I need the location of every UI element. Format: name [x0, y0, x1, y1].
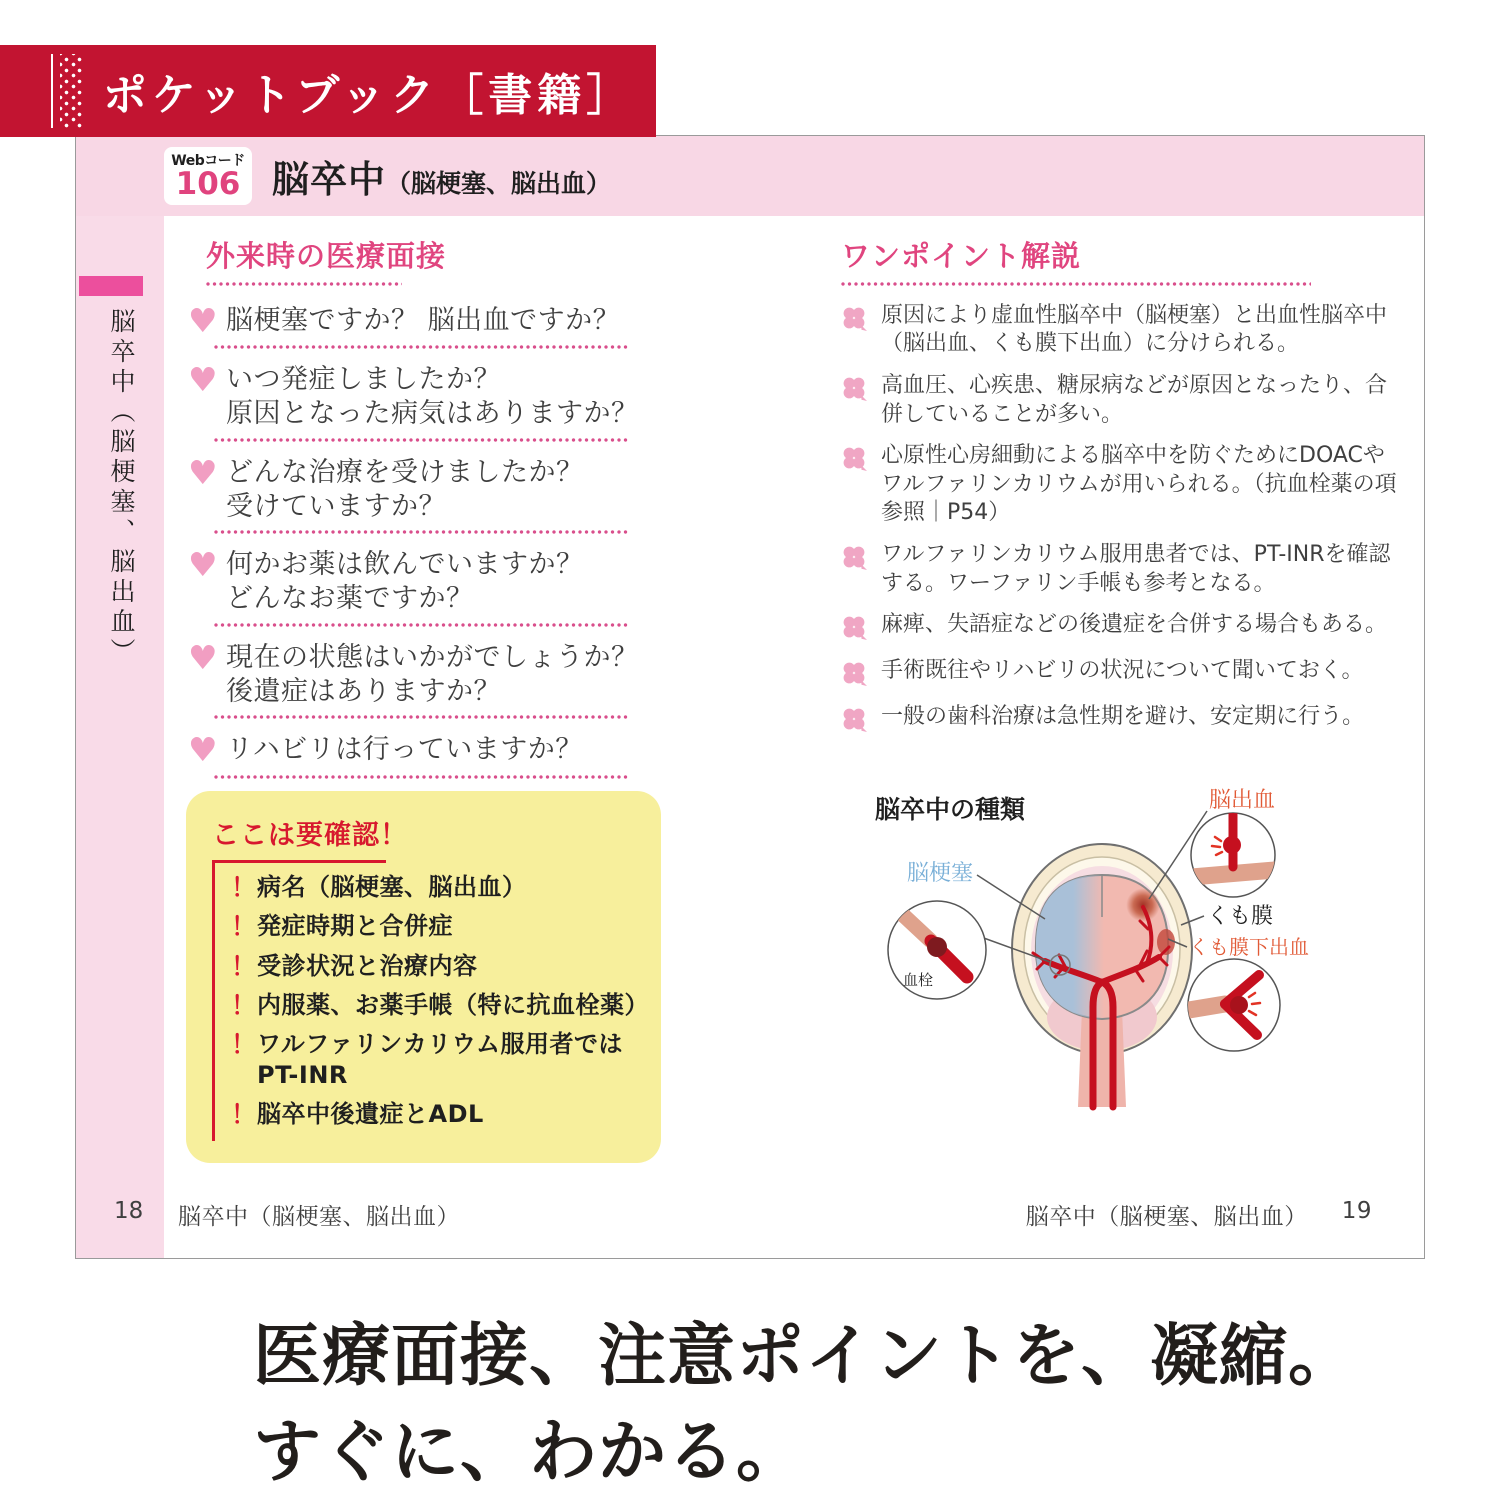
page-title — [272, 149, 611, 203]
page-title-main: 脳卒中 — [272, 158, 386, 201]
flower-bullet-icon — [841, 442, 881, 475]
interview-question — [188, 637, 748, 720]
exclamation-icon: ！ — [231, 990, 257, 1020]
onepoint-item — [841, 372, 1406, 429]
must-check-item — [231, 911, 661, 942]
onepoint-item — [841, 657, 1406, 690]
stroke-types-diagram — [817, 777, 1402, 1117]
exclamation-icon: ！ — [231, 1100, 257, 1130]
interview-question-text: いつ発症しましたか？ 原因となった病気はありますか？ — [226, 364, 639, 430]
flower-bullet-icon — [841, 372, 881, 405]
webcode-label: Webコード — [171, 153, 245, 169]
must-check-item-text: 発症時期と合併症 — [257, 912, 453, 941]
onepoint-item-text: 原因により虚血性脳卒中（脳梗塞）と出血性脳卒中（脳出血、くも膜下出血）に分けられる。 — [881, 302, 1388, 357]
must-check-item — [231, 990, 661, 1021]
banner-dots-decoration — [60, 54, 83, 128]
must-check-item — [231, 872, 661, 903]
must-check-item-text: 脳卒中後遺症とADL — [257, 1100, 484, 1129]
onepoint-item-text: 心原性心房細動による脳卒中を防ぐためにDOACやワルファリンカリウムが用いられる。（抗血栓薬の項参照｜P54） — [881, 443, 1397, 526]
pocketbook-banner — [0, 45, 656, 137]
exclamation-icon: ！ — [231, 1030, 257, 1059]
book-page — [75, 135, 1425, 1259]
onepoint-item — [841, 442, 1406, 528]
chapter-tab-accent — [79, 276, 143, 296]
webcode-number: 106 — [175, 166, 241, 202]
must-check-item — [231, 1099, 661, 1130]
heart-bullet-icon: ♥ — [188, 637, 218, 677]
interview-question-list — [188, 300, 748, 779]
banner-title: ポケットブック［書籍］ — [102, 70, 636, 121]
onepoint-item — [841, 302, 1406, 359]
must-check-item-text: 受診状況と治療内容 — [257, 951, 478, 980]
interview-heading-underline — [206, 282, 402, 286]
heart-bullet-icon: ♥ — [188, 452, 218, 492]
must-check-box — [186, 791, 661, 1163]
flower-bullet-icon — [841, 657, 881, 690]
interview-question — [188, 730, 748, 779]
exclamation-icon: ！ — [231, 912, 257, 942]
arachnoid-label: くも膜 — [1207, 904, 1274, 929]
must-check-item — [231, 1029, 661, 1091]
must-check-heading: ここは要確認！ — [212, 820, 408, 851]
page-title-sub: （脳梗塞、脳出血） — [386, 169, 612, 198]
tagline-line1: 医療面接、注意ポイントを、凝縮。 — [253, 1316, 1358, 1396]
heart-bullet-icon: ♥ — [188, 300, 218, 340]
must-check-item-text: ワルファリンカリウム服用者では PT-INR — [257, 1030, 624, 1090]
flower-bullet-icon — [841, 302, 881, 335]
subarachnoid-inset — [1188, 959, 1280, 1051]
interview-question-text: 脳梗塞ですか？ 脳出血ですか？ — [226, 304, 621, 336]
question-divider — [214, 775, 628, 779]
exclamation-icon: ！ — [231, 951, 257, 981]
heart-bullet-icon: ♥ — [188, 730, 218, 770]
onepoint-heading: ワンポイント解説 — [841, 239, 1082, 273]
heart-bullet-icon: ♥ — [188, 360, 218, 400]
chapter-tab-sidebar — [76, 216, 164, 1258]
hemorrhage-label: 脳出血 — [1209, 788, 1276, 813]
onepoint-item — [841, 703, 1406, 736]
onepoint-section — [841, 239, 1406, 749]
right-footer-title: 脳卒中（脳梗塞、脳出血） — [1025, 1204, 1308, 1230]
webcode-badge — [164, 147, 252, 205]
onepoint-item — [841, 611, 1406, 644]
onepoint-item-text: 高血圧、心疾患、糖尿病などが原因となったり、合併していることが多い。 — [881, 372, 1388, 427]
subarachnoid-label: くも膜下出血 — [1189, 935, 1309, 959]
exclamation-icon: ！ — [231, 873, 257, 902]
interview-question — [188, 360, 748, 442]
infarction-label: 脳梗塞 — [907, 861, 974, 886]
heart-bullet-icon: ♥ — [188, 545, 218, 585]
question-divider — [214, 438, 628, 442]
interview-section — [188, 239, 748, 793]
chapter-tab-label: 脳卒中（脳梗塞、脳出血） — [107, 308, 136, 668]
must-check-item-text: 病名（脳梗塞、脳出血） — [257, 873, 527, 901]
must-check-item — [231, 951, 661, 982]
page-header-band — [76, 136, 1424, 216]
interview-question-text: どんな治療を受けましたか？ 受けていますか？ — [226, 456, 584, 522]
onepoint-heading-underline — [841, 282, 1311, 286]
interview-question-text: 何かお薬は飲んでいますか？ どんなお薬ですか？ — [226, 549, 584, 615]
onepoint-item — [841, 541, 1406, 598]
left-footer-title: 脳卒中（脳梗塞、脳出血） — [178, 1204, 460, 1230]
onepoint-list — [841, 302, 1406, 736]
interview-heading: 外来時の医療面接 — [206, 239, 447, 273]
tagline-line2: すぐに、わかる。 — [253, 1412, 806, 1492]
interview-question-text: リハビリは行っていますか？ — [226, 734, 583, 766]
onepoint-item-text: 麻痺、失語症などの後遺症を合併する場合もある。 — [881, 612, 1388, 638]
must-check-list — [212, 860, 661, 1141]
banner-divider — [51, 54, 53, 128]
left-page-number: 18 — [114, 1198, 144, 1224]
thrombus-label: 血栓 — [903, 971, 934, 989]
question-divider — [214, 623, 628, 627]
question-divider — [214, 530, 628, 534]
right-page-number: 19 — [1341, 1198, 1372, 1224]
onepoint-item-text: 手術既往やリハビリの状況について聞いておく。 — [881, 658, 1364, 684]
interview-question-text: 現在の状態はいかがでしょうか？ 後遺症はありますか？ — [226, 641, 639, 707]
hemorrhage-inset — [1191, 813, 1275, 897]
flower-bullet-icon — [841, 703, 881, 736]
brainstem — [1078, 1009, 1126, 1107]
thrombus-inset — [888, 901, 986, 999]
question-divider — [214, 715, 628, 719]
diagram-title: 脳卒中の種類 — [875, 795, 1026, 824]
right-footer — [1026, 1198, 1372, 1231]
question-divider — [214, 345, 628, 349]
must-check-item-text: 内服薬、お薬手帳（特に抗血栓薬） — [257, 990, 649, 1019]
onepoint-item-text: ワルファリンカリウム服用患者では、PT-INRを確認する。ワーファリン手帳も参考となる。 — [881, 541, 1391, 596]
flower-bullet-icon — [841, 611, 881, 644]
interview-question — [188, 545, 748, 627]
onepoint-item-text: 一般の歯科治療は急性期を避け、安定期に行う。 — [881, 704, 1365, 730]
interview-question — [188, 452, 748, 535]
interview-question — [188, 300, 748, 350]
flower-bullet-icon — [841, 541, 881, 574]
